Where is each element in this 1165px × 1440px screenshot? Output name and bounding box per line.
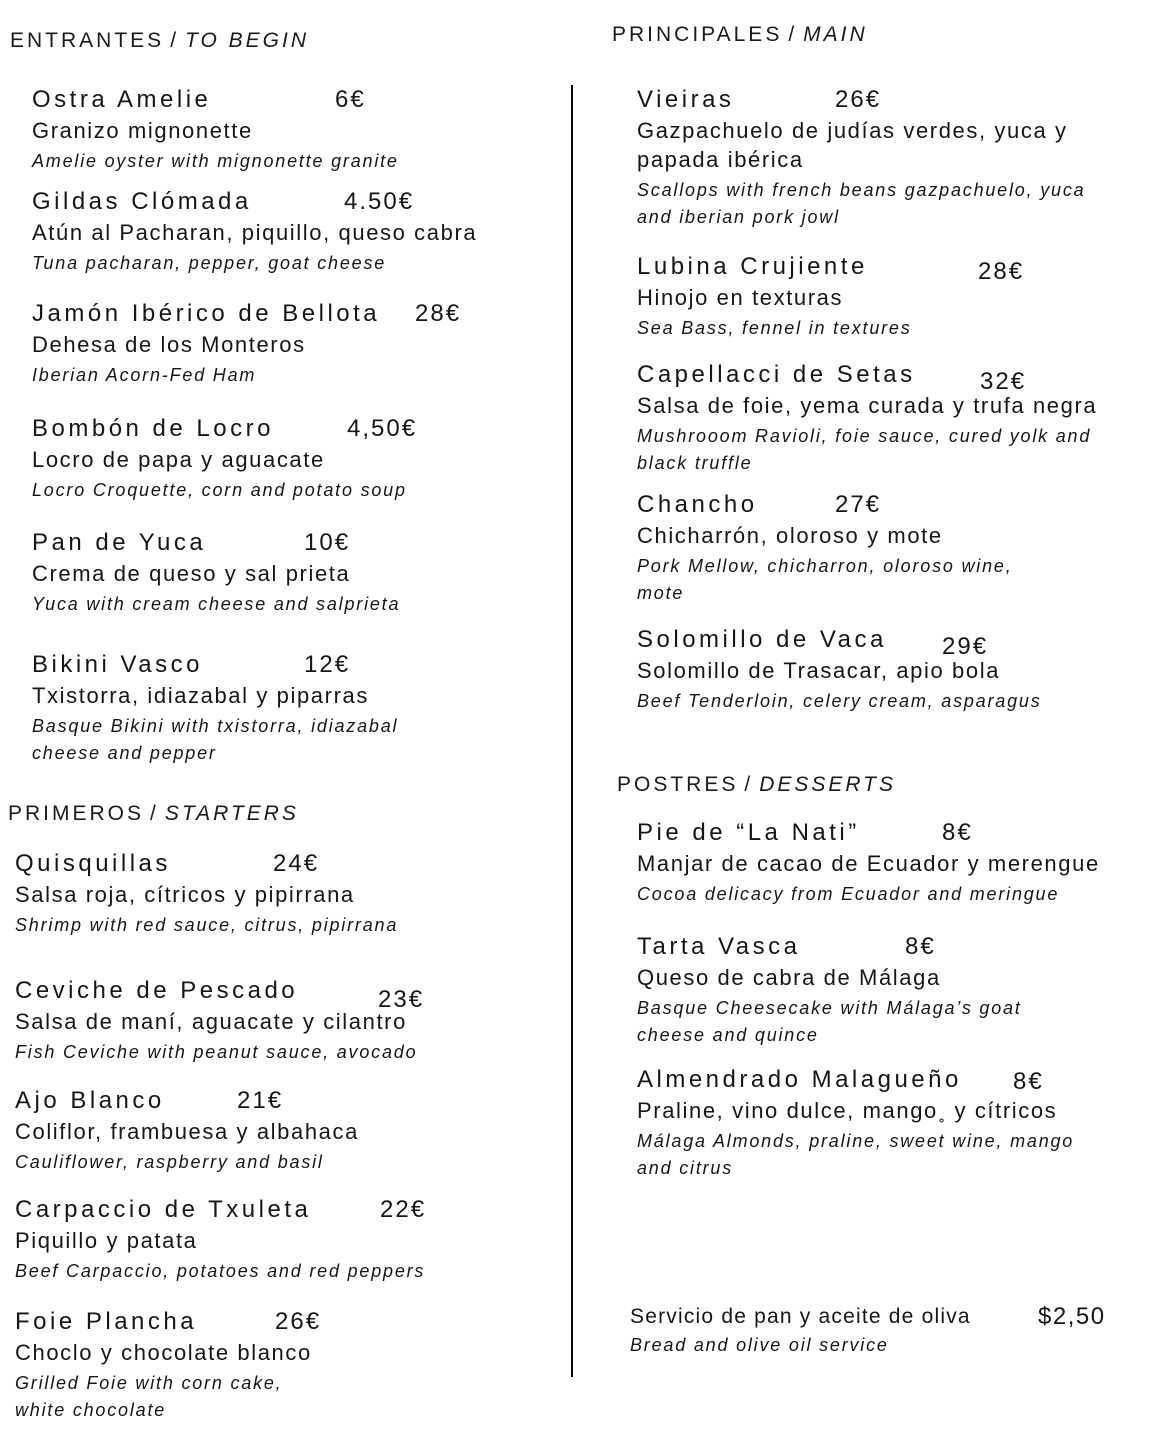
item-price: 21€ [237, 1087, 284, 1114]
item-name: Foie Plancha [15, 1308, 198, 1335]
section-title-separator: / [170, 29, 180, 52]
item-desc-es [637, 656, 1157, 685]
item-price: 26€ [835, 86, 882, 113]
menu-item [612, 1065, 1157, 1182]
menu-item [10, 187, 560, 277]
item-price: 6€ [335, 86, 366, 113]
item-desc-en [32, 148, 560, 175]
desc-line: Málaga Almonds, praline, sweet wine, mango [637, 1131, 1075, 1151]
section-title-es: POSTRES [617, 773, 739, 796]
item-name: Ajo Blanco [15, 1087, 165, 1114]
item-desc-es [637, 116, 1157, 174]
item-desc-en [637, 553, 1157, 607]
menu-item [10, 1307, 560, 1424]
desc-line: Queso de cabra de Málaga [637, 965, 941, 990]
section-header [612, 22, 1157, 48]
item-name: Pie de “La Nati” [637, 819, 860, 846]
desc-line: white chocolate [15, 1400, 167, 1420]
menu-item [10, 1086, 560, 1176]
item-price: 22€ [380, 1196, 427, 1223]
item-desc-es [32, 330, 560, 359]
desc-line: Basque Bikini with txistorra, idiazabal [32, 716, 399, 736]
item-desc-en [32, 250, 560, 277]
bread-service-item [612, 1303, 1157, 1359]
section-title-separator: / [788, 23, 798, 46]
desc-line: Iberian Acorn-Fed Ham [32, 365, 257, 385]
item-price: 12€ [304, 651, 351, 678]
item-price: 32€ [980, 368, 1027, 395]
item-desc-es [15, 1117, 560, 1146]
section-principales [612, 22, 1157, 715]
desc-line: Granizo mignonette [32, 118, 253, 143]
section-title-en: MAIN [803, 23, 868, 46]
desc-line: Choclo y chocolate blanco [15, 1340, 312, 1365]
menu-item [10, 1195, 560, 1285]
desc-line: Pork Mellow, chicharron, oloroso wine, [637, 556, 1013, 576]
item-price: $2,50 [1038, 1303, 1106, 1330]
item-desc-en [15, 912, 560, 939]
item-desc-en [15, 1149, 560, 1176]
section-entrantes [10, 28, 560, 767]
desc-line: Solomillo de Trasacar, apio bola [637, 658, 1001, 683]
item-desc-en [637, 423, 1157, 477]
item-price: 23€ [378, 986, 425, 1013]
desc-line: Basque Cheesecake with Málaga’s goat [637, 998, 1022, 1018]
item-price: 8€ [1013, 1068, 1044, 1095]
item-desc-es [637, 391, 1157, 420]
menu-item [612, 490, 1157, 607]
desc-line: Salsa de maní, aguacate y cilantro [15, 1009, 407, 1034]
item-desc-es [15, 1338, 560, 1367]
desc-line: and iberian pork jowl [637, 207, 840, 227]
section-items [612, 818, 1157, 1182]
desc-line: Locro Croquette, corn and potato soup [32, 480, 407, 500]
item-desc-es [637, 849, 1157, 878]
item-name: Vieiras [637, 86, 735, 113]
menu-item [10, 85, 560, 175]
desc-line: black truffle [637, 453, 753, 473]
item-price: 29€ [942, 633, 989, 660]
desc-line: Coliflor, frambuesa y albahaca [15, 1119, 359, 1144]
desc-line: Grilled Foie with corn cake, [15, 1373, 283, 1393]
item-name: Bikini Vasco [32, 651, 203, 678]
section-title-es: ENTRANTES [10, 29, 165, 52]
item-price: 8€ [942, 819, 973, 846]
desc-line: Crema de queso y sal prieta [32, 561, 351, 586]
desc-line: cheese and pepper [32, 743, 217, 763]
item-desc-es [15, 1226, 560, 1255]
section-title-en: STARTERS [164, 802, 299, 825]
item-desc-en [15, 1039, 560, 1066]
desc-line: Chicharrón, oloroso y mote [637, 523, 943, 548]
item-desc-en [637, 177, 1157, 231]
item-name: Ostra Amelie [32, 86, 212, 113]
item-price: 27€ [835, 491, 882, 518]
desc-line: Dehesa de los Monteros [32, 332, 306, 357]
section-title-es: PRIMEROS [8, 802, 145, 825]
desc-line: Salsa roja, cítricos y pipirrana [15, 882, 355, 907]
section-title-es: PRINCIPALES [612, 23, 783, 46]
section-title-en: DESSERTS [759, 773, 897, 796]
item-name: Bombón de Locro [32, 415, 274, 442]
desc-line: Cocoa delicacy from Ecuador and meringue [637, 884, 1060, 904]
desc-line: Scallops with french beans gazpachuelo, yuca [637, 180, 1086, 200]
item-desc-en [32, 713, 560, 767]
desc-line: cheese and quince [637, 1025, 819, 1045]
item-desc-es [637, 1096, 1157, 1125]
item-desc-es [15, 880, 560, 909]
item-desc-en [637, 881, 1157, 908]
menu-item [10, 528, 560, 618]
menu-item [10, 414, 560, 504]
item-desc-en [637, 1128, 1157, 1182]
desc-line: Hinojo en texturas [637, 285, 844, 310]
section-header [10, 28, 560, 54]
desc-line: Txistorra, idiazabal y piparras [32, 683, 369, 708]
item-desc-es [32, 559, 560, 588]
item-desc-en [637, 315, 1157, 342]
section-header [8, 801, 560, 827]
item-desc-en [15, 1370, 560, 1424]
desc-line: Atún al Pacharan, piquillo, queso cabra [32, 220, 478, 245]
item-price: 4,50€ [347, 415, 418, 442]
section-header [617, 772, 1157, 798]
desc-line: and citrus [637, 1158, 734, 1178]
item-name: Solomillo de Vaca [637, 626, 887, 653]
item-desc-es [32, 218, 560, 247]
menu-item [612, 818, 1157, 908]
item-desc-es [637, 963, 1157, 992]
desc-line: papada ibérica [637, 147, 804, 172]
desc-line: Tuna pacharan, pepper, goat cheese [32, 253, 387, 273]
item-name: Capellacci de Setas [637, 361, 916, 388]
menu-item [612, 252, 1157, 342]
desc-line: Beef Carpaccio, potatoes and red peppers [15, 1261, 426, 1281]
desc-line: Salsa de foie, yema curada y trufa negra [637, 393, 1098, 418]
item-name: Carpaccio de Txuleta [15, 1196, 312, 1223]
section-title-en: TO BEGIN [185, 29, 309, 52]
desc-line: mote [637, 583, 685, 603]
item-desc-en [32, 591, 560, 618]
section-title-separator: / [744, 773, 754, 796]
item-price: 4.50€ [344, 188, 415, 215]
item-desc-es [15, 1007, 560, 1036]
item-name: Lubina Crujiente [637, 253, 868, 280]
item-desc-es [637, 283, 1157, 312]
desc-line: Sea Bass, fennel in textures [637, 318, 912, 338]
menu-item [10, 976, 560, 1066]
desc-line: Mushrooom Ravioli, foie sauce, cured yolk and [637, 426, 1092, 446]
item-desc-es [32, 445, 560, 474]
item-name: Quisquillas [15, 850, 171, 877]
item-price: 10€ [304, 529, 351, 556]
item-desc-es [637, 521, 1157, 550]
item-desc-en [637, 688, 1157, 715]
desc-line: Locro de papa y aguacate [32, 447, 325, 472]
desc-line: Piquillo y patata [15, 1228, 198, 1253]
menu-left-column [10, 28, 560, 1424]
desc-line: Beef Tenderloin, celery cream, asparagus [637, 691, 1042, 711]
item-desc-en [630, 1332, 1157, 1359]
item-name: Ceviche de Pescado [15, 977, 299, 1004]
item-price: 8€ [905, 933, 936, 960]
item-name: Jamón Ibérico de Bellota [32, 300, 381, 327]
desc-line: Shrimp with red sauce, citrus, pipirrana [15, 915, 399, 935]
item-desc-es [32, 116, 560, 145]
item-name: Gildas Clómada [32, 188, 252, 215]
menu-item [612, 625, 1157, 715]
item-name: Chancho [637, 491, 758, 518]
desc-line: Cauliflower, raspberry and basil [15, 1152, 324, 1172]
item-name: Tarta Vasca [637, 933, 801, 960]
menu-item [10, 650, 560, 767]
section-items [10, 85, 560, 767]
section-title-separator: / [150, 802, 159, 825]
item-desc-en [637, 995, 1157, 1049]
item-price: 26€ [275, 1308, 322, 1335]
section-postres [612, 772, 1157, 1182]
desc-line: Yuca with cream cheese and salprieta [32, 594, 401, 614]
menu-item [10, 299, 560, 389]
item-desc-en [15, 1258, 560, 1285]
item-desc-en [32, 362, 560, 389]
item-name: Pan de Yuca [32, 529, 207, 556]
desc-line: Manjar de cacao de Ecuador y merengue [637, 851, 1100, 876]
menu-item [612, 85, 1157, 231]
menu-item [10, 849, 560, 939]
item-name: Servicio de pan y aceite de oliva [630, 1305, 971, 1328]
desc-line: Fish Ceviche with peanut sauce, avocado [15, 1042, 418, 1062]
item-name: Almendrado Malagueño [637, 1066, 962, 1093]
desc-line: Gazpachuelo de judías verdes, yuca y [637, 118, 1068, 143]
item-price: 28€ [978, 258, 1025, 285]
item-price: 28€ [415, 300, 462, 327]
desc-line: Praline, vino dulce, mango˳ y cítricos [637, 1098, 1058, 1123]
item-desc-es [32, 681, 560, 710]
desc-line: Bread and olive oil service [630, 1335, 889, 1355]
menu-item [612, 932, 1157, 1049]
section-items [10, 849, 560, 1424]
menu-right-column [612, 22, 1157, 1359]
menu-item [612, 360, 1157, 477]
section-primeros [10, 801, 560, 1424]
section-items [612, 85, 1157, 715]
desc-line: Amelie oyster with mignonette granite [32, 151, 399, 171]
column-divider [571, 85, 573, 1377]
item-desc-en [32, 477, 560, 504]
item-price: 24€ [273, 850, 320, 877]
